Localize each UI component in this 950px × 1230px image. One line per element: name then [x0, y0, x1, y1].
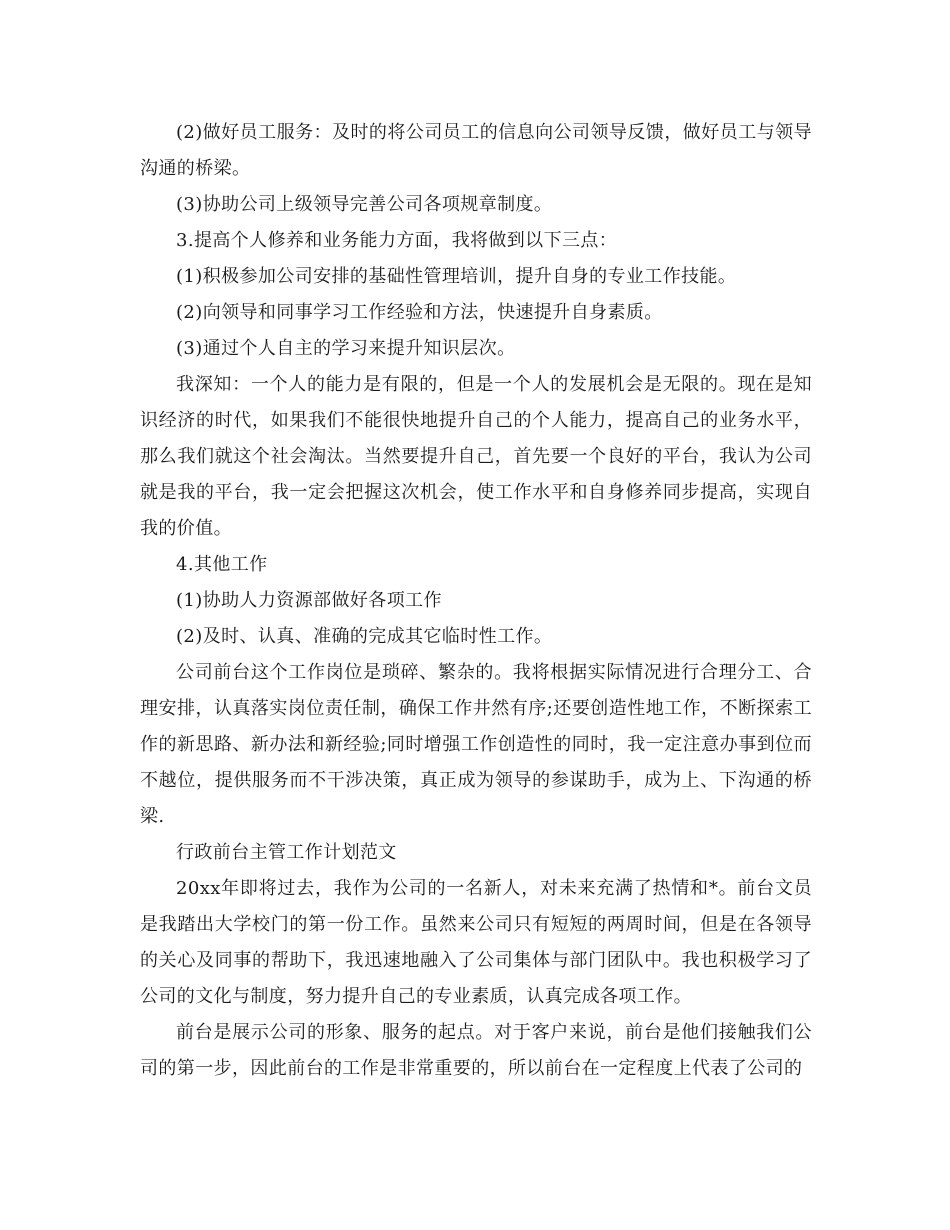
- paragraph-section-3-heading: 3.提高个人修养和业务能力方面，我将做到以下三点：: [176, 230, 618, 251]
- paragraph-employee-service: (2)做好员工服务：及时的将公司员工的信息向公司领导反馈，做好员工与领导沟通的桥梁。: [140, 122, 812, 179]
- document-body: [140, 115, 812, 1087]
- paragraph-section-4-heading: 4.其他工作: [176, 554, 268, 575]
- paragraph-assist-regulations: (3)协助公司上级领导完善公司各项规章制度。: [176, 194, 553, 215]
- paragraph-learn-from-colleagues: (2)向领导和同事学习工作经验和方法，快速提升自身素质。: [176, 302, 663, 323]
- paragraph-front-desk-importance: 前台是展示公司的形象、服务的起点。对于客户来说，前台是他们接触我们公司的第一步，因此前台的工作是非常重要的，所以前台在一定程度上代表了公司的: [140, 1022, 812, 1079]
- paragraph-front-desk-role: 公司前台这个工作岗位是琐碎、繁杂的。我将根据实际情况进行合理分工、合理安排，认真落实岗位责任制，确保工作井然有序;还要创造性地工作，不断探索工作的新思路、新办法和新经验;同时增强工作创造性的同时，我一定注意办事到位而不越位，提供服务而不干涉决策，真正成为领导的参谋助手，成为上、下沟通的桥梁.: [140, 662, 812, 827]
- section-title: 行政前台主管工作计划范文: [176, 842, 397, 863]
- paragraph-reflection: 我深知：一个人的能力是有限的，但是一个人的发展机会是无限的。现在是知识经济的时代，如果我们不能很快地提升自己的个人能力，提高自己的业务水平，那么我们就这个社会淘汰。当然要提升自己，首先要一个良好的平台，我认为公司就是我的平台，我一定会把握这次机会，使工作水平和自身修养同步提高，实现自我的价值。: [140, 374, 812, 539]
- paragraph-assist-hr: (1)协助人力资源部做好各项工作: [176, 590, 442, 611]
- paragraph-new-employee: 20xx年即将过去，我作为公司的一名新人，对未来充满了热情和*。前台文员是我踏出大学校门的第一份工作。虽然来公司只有短短的两周时间，但是在各领导的关心及同事的帮助下，我迅速地融入了公司集体与部门团队中。我也积极学习了公司的文化与制度，努力提升自己的专业素质，认真完成各项工作。: [140, 878, 812, 1007]
- paragraph-temporary-tasks: (2)及时、认真、准确的完成其它临时性工作。: [176, 626, 553, 647]
- paragraph-self-study: (3)通过个人自主的学习来提升知识层次。: [176, 338, 516, 359]
- paragraph-training: (1)积极参加公司安排的基础性管理培训，提升自身的专业工作技能。: [176, 266, 737, 287]
